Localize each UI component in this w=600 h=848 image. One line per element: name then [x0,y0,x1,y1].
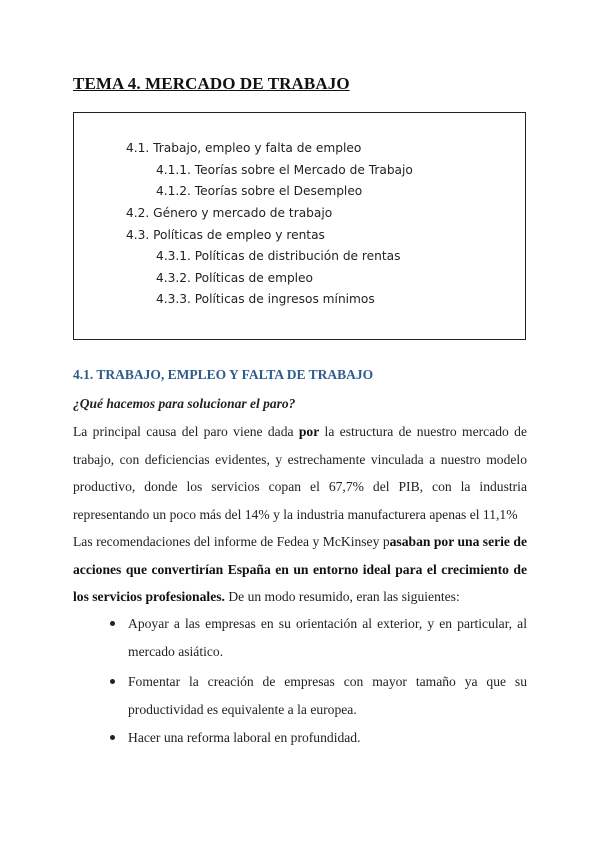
bullet-icon [110,621,115,626]
toc-item-4-1-1: 4.1.1. Teorías sobre el Mercado de Trabajo [156,163,413,177]
toc-item-4-1: 4.1. Trabajo, empleo y falta de empleo [126,141,362,155]
paragraph-recommendations-bold: asaban por una serie de acciones que convertirían España en un entorno ideal para el crecimiento de los servicios profesionales. [73,534,527,604]
list-item-text: Hacer una reforma laboral en profundidad. [128,730,361,745]
toc-item-4-3-2: 4.3.2. Políticas de empleo [156,271,314,285]
paragraph-recommendations-text: Las recomendaciones del informe de Fedea y McKinsey p [73,534,390,549]
table-of-contents-box [73,112,526,340]
section-subheading: ¿Qué hacemos para solucionar el paro? [73,396,296,411]
toc-item-4-3: 4.3. Políticas de empleo y rentas [126,228,325,242]
toc-item-4-2: 4.2. Género y mercado de trabajo [126,206,333,220]
paragraph-recommendations-text-end: De un modo resumido, eran las siguientes: [224,589,460,604]
paragraph-recommendations [73,528,527,611]
bullet-icon [110,735,115,740]
paragraph-causes-bold: por [298,424,320,439]
list-item-text: Apoyar a las empresas en su orientación al exterior, y en particular, al mercado asiático. [128,616,527,659]
paragraph-causes [73,418,527,528]
toc-item-4-3-1: 4.3.1. Políticas de distribución de rentas [156,249,401,263]
paragraph-causes-text: La principal causa del paro viene dada [73,424,299,439]
toc-item-4-3-3: 4.3.3. Políticas de ingresos mínimos [156,292,375,306]
document-title: TEMA 4. MERCADO DE TRABAJO [73,74,350,93]
bullet-icon [110,679,115,684]
toc-item-4-1-2: 4.1.2. Teorías sobre el Desempleo [156,184,363,198]
paragraph-causes-text-end: la estructura de nuestro mercado de trabajo, con deficiencias evidentes, y estrechamente vinculada a nuestro modelo productivo, donde los servicios copan el 67,7% del PIB, con la industria representando un poco más del 14% y la industria manufacturera apenas el 11,1% [73,424,527,522]
table-of-contents [74,113,525,339]
list-item-text: Fomentar la creación de empresas con mayor tamaño ya que su productividad es equivalente a la europea. [128,674,527,717]
section-heading: 4.1. TRABAJO, EMPLEO Y FALTA DE TRABAJO [73,367,374,382]
